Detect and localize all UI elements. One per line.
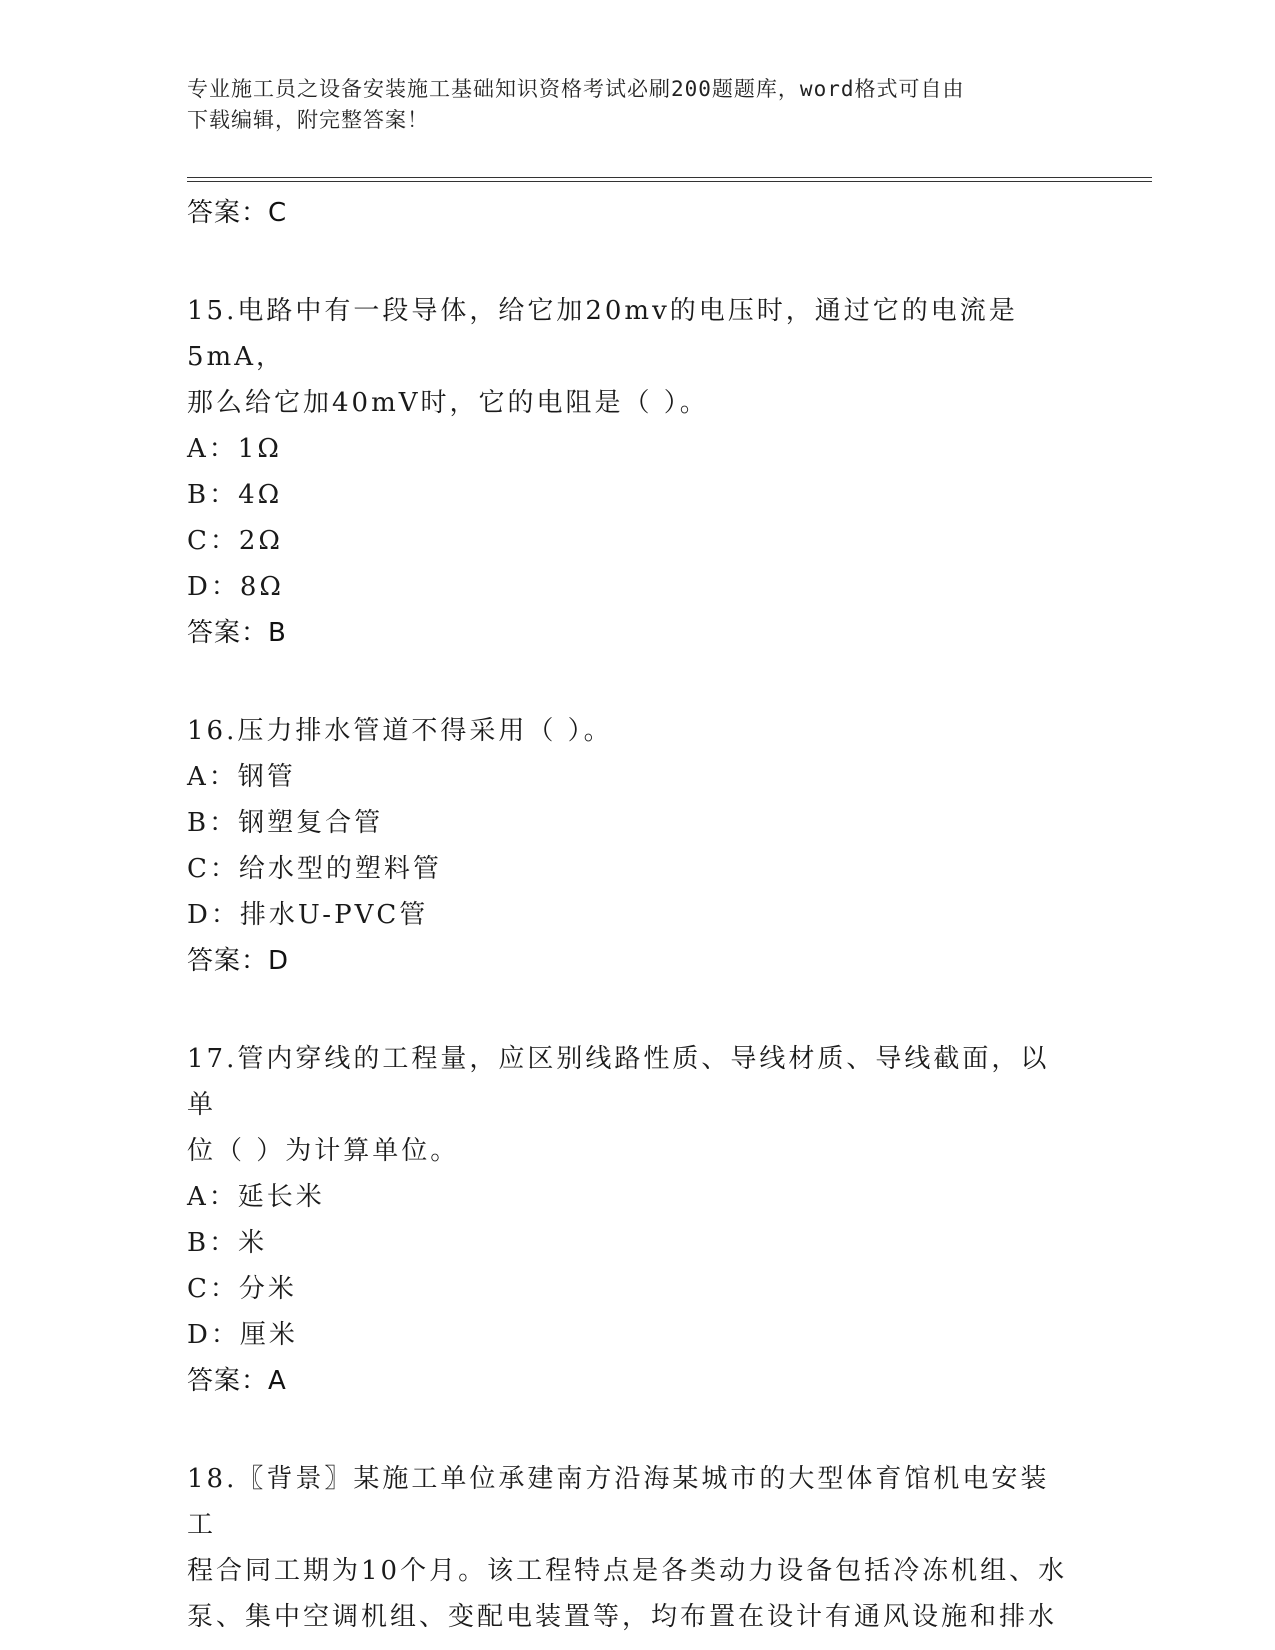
header-divider-thick <box>187 177 1152 178</box>
question-15-option-d: D：8Ω <box>187 572 284 602</box>
question-18 <box>187 1456 1077 1640</box>
question-16-line-1: 16.压力排水管道不得采用（ ）。 <box>187 716 613 746</box>
question-15-line-1: 15.电路中有一段导体，给它加20mv的电压时，通过它的电流是5mA， <box>187 296 1018 372</box>
answer-15: 答案：B <box>187 618 287 648</box>
question-18-line-2: 程合同工期为10个月。该工程特点是各类动力设备包括冷冻机组、水 <box>187 1556 1068 1586</box>
spacer <box>187 984 1077 1036</box>
question-18-line-3: 泵、集中空调机组、变配电装置等，均布置在设计有通风设施和排水 <box>187 1602 1058 1632</box>
question-17-line-2: 位（ ）为计算单位。 <box>187 1136 460 1166</box>
answer-17: 答案：A <box>187 1366 287 1396</box>
question-15-line-2: 那么给它加40mV时，它的电阻是（ ）。 <box>187 388 709 418</box>
document-body <box>187 190 1077 1640</box>
spacer <box>187 1404 1077 1456</box>
spacer <box>187 236 1077 288</box>
question-17-option-c: C：分米 <box>187 1274 297 1304</box>
question-15-option-b: B：4Ω <box>187 480 283 510</box>
question-15-option-c: C：2Ω <box>187 526 283 556</box>
question-16-option-d: D：排水U-PVC管 <box>187 900 429 930</box>
question-17 <box>187 1036 1077 1404</box>
question-16-option-c: C：给水型的塑料管 <box>187 854 442 884</box>
question-15 <box>187 288 1077 656</box>
page-header <box>187 74 1067 136</box>
question-16-option-b: B：钢塑复合管 <box>187 808 384 838</box>
answer-16: 答案：D <box>187 946 290 976</box>
spacer <box>187 656 1077 708</box>
header-divider-thin <box>187 181 1152 182</box>
question-16-option-a: A：钢管 <box>187 762 296 792</box>
answer-14: 答案：C <box>187 198 288 228</box>
header-line-1: 专业施工员之设备安装施工基础知识资格考试必刷200题题库，word格式可自由 <box>187 77 965 101</box>
question-17-option-a: A：延长米 <box>187 1182 325 1212</box>
header-line-2: 下载编辑，附完整答案！ <box>187 108 429 132</box>
question-17-line-1: 17.管内穿线的工程量，应区别线路性质、导线材质、导线截面，以单 <box>187 1044 1050 1120</box>
question-17-option-d: D：厘米 <box>187 1320 298 1350</box>
question-17-option-b: B：米 <box>187 1228 268 1258</box>
question-16 <box>187 708 1077 984</box>
question-18-line-1: 18.〖背景〗某施工单位承建南方沿海某城市的大型体育馆机电安装工 <box>187 1464 1050 1540</box>
question-15-option-a: A：1Ω <box>187 434 282 464</box>
